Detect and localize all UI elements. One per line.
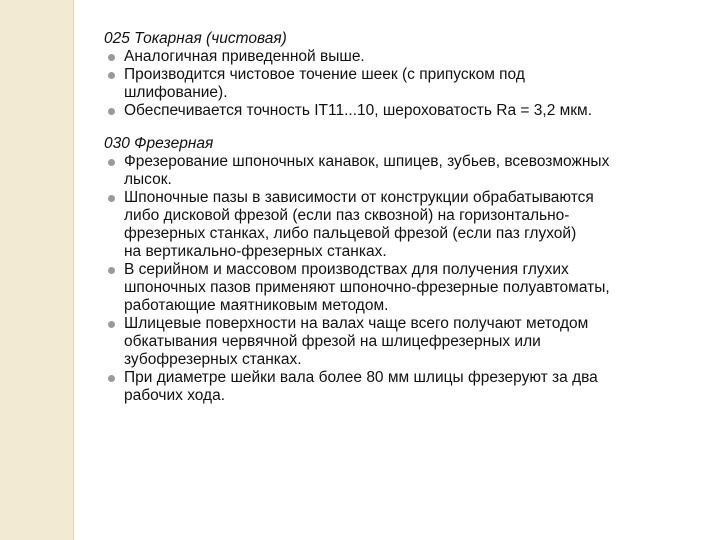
list-item-text: Шпоночные пазы в зависимости от конструкции обрабатываются bbox=[124, 189, 594, 206]
list-item bbox=[104, 48, 704, 66]
decorative-side-band bbox=[0, 0, 74, 540]
section-milling bbox=[104, 135, 704, 405]
bullet-icon bbox=[108, 108, 115, 115]
list-item-text: фрезерных станках, либо пальцевой фрезой (если паз глухой) bbox=[124, 225, 577, 242]
list-item-text: Шлицевые поверхности на валах чаще всего получают методом bbox=[124, 315, 589, 332]
bullet-icon bbox=[108, 72, 115, 79]
bullet-icon bbox=[108, 321, 115, 328]
list-item-text: работающие маятниковым методом. bbox=[124, 297, 389, 314]
bullet-list bbox=[104, 153, 704, 405]
bullet-list bbox=[104, 48, 704, 120]
list-item-text: зубофрезерных станках. bbox=[124, 351, 302, 368]
list-item-text: на вертикально-фрезерных станках. bbox=[124, 243, 387, 260]
list-item bbox=[104, 102, 704, 120]
list-item bbox=[104, 315, 704, 369]
bullet-icon bbox=[108, 159, 115, 166]
list-item-text: Обеспечивается точность IT11...10, шероховатость Ra = 3,2 мкм. bbox=[124, 102, 593, 119]
bullet-icon bbox=[108, 195, 115, 202]
list-item-text: В серийном и массовом производствах для получения глухих bbox=[124, 261, 569, 278]
list-item-text: лысок. bbox=[124, 171, 172, 188]
list-item bbox=[104, 369, 704, 405]
section-heading: 025 Токарная (чистовая) bbox=[104, 30, 287, 47]
section-turning bbox=[104, 30, 704, 120]
list-item-text: При диаметре шейки вала более 80 мм шлицы фрезеруют за два bbox=[124, 369, 598, 386]
list-item bbox=[104, 189, 704, 261]
list-item-text: шпоночных пазов применяют шпоночно-фрезерные полуавтоматы, bbox=[124, 279, 610, 296]
list-item bbox=[104, 261, 704, 315]
list-item bbox=[104, 66, 704, 102]
list-item-text: Фрезерование шпоночных канавок, шпицев, зубьев, всевозможных bbox=[124, 153, 610, 170]
bullet-icon bbox=[108, 54, 115, 61]
bullet-icon bbox=[108, 375, 115, 382]
list-item-text: Производится чистовое точение шеек (с припуском под bbox=[124, 66, 525, 83]
section-heading: 030 Фрезерная bbox=[104, 135, 214, 152]
list-item-text: либо дисковой фрезой (если паз сквозной) на горизонтально- bbox=[124, 207, 570, 224]
list-item-text: обкатывания червячной фрезой на шлицефрезерных или bbox=[124, 333, 541, 350]
bullet-icon bbox=[108, 267, 115, 274]
list-item-text: шлифование). bbox=[124, 84, 228, 101]
list-item-text: рабочих хода. bbox=[124, 387, 226, 404]
list-item-text: Аналогичная приведенной выше. bbox=[124, 48, 365, 65]
list-item bbox=[104, 153, 704, 189]
slide-content bbox=[104, 30, 704, 420]
